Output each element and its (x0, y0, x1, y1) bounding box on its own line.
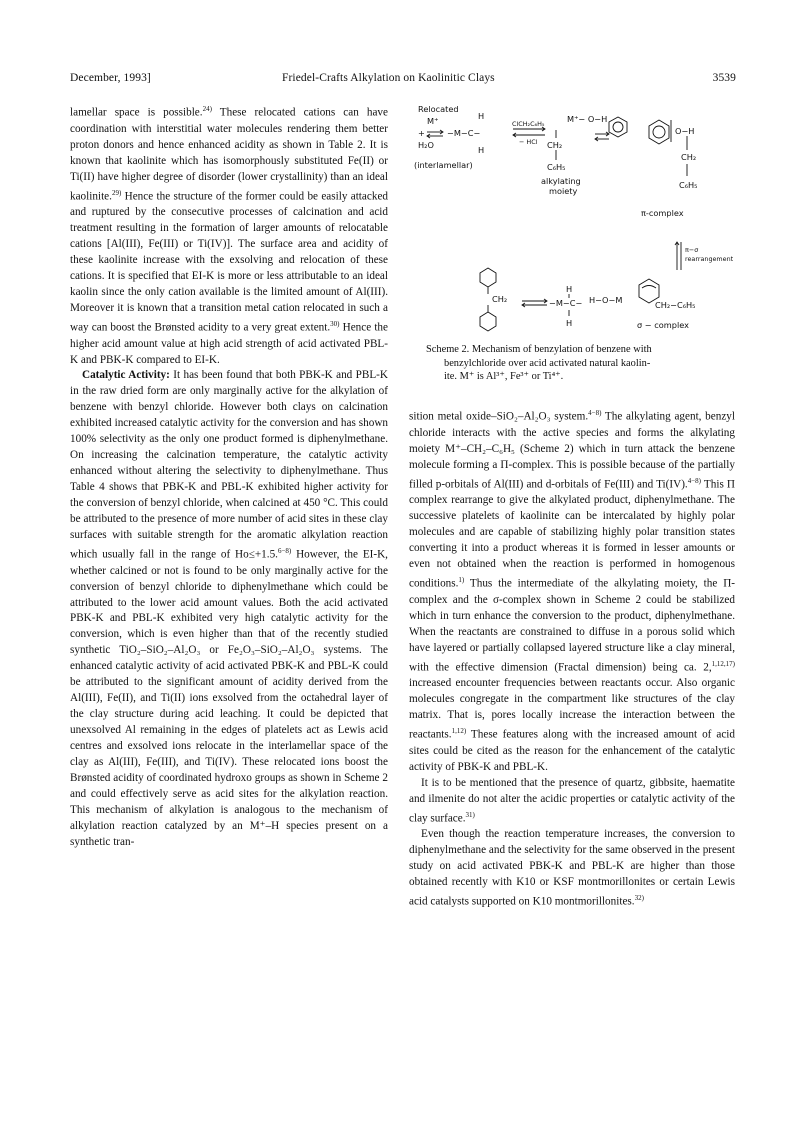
scheme-label-mh-c: −M−C− (549, 298, 583, 308)
scheme-label-h-bottom: H (478, 145, 485, 155)
caption-line-2: benzylchloride over acid activated natural kaolin- (444, 357, 651, 369)
paragraph: Catalytic Activity: It has been found that both PBK-K and PBL-K in the raw dried form are only marginally active for the alkylation of benzene with benzyl chloride. However both clays on calcination exhibited increased catalytic activity for the conversion and has shown 100% selectivity as the only one product formed is diphenylmethane. On increasing the calcination temperature, the catalytic activity enhanced without altering the selectivity to diphenylmethane. Thus Table 4 shows that PBK-K and PBL-K exhibited higher activity for the conversion of benzyl chloride, when calcined at 450 °C. This could be attributed to the presence of more number of acid sites in these clay surfaces with suitable strength for the aromatic alkylation reaction which usually fall in the range of Ho≤+1.5.$^{6-8)}$ However, the EI-K, whether calcined or not is found to be only marginally active for the conversion of benzyl chloride to diphenylmethane which could be attributed to the lower acid amount values. Both the acid activated PBK-K and PBL-K exhibited very high catalytic activity for the conversion, which is even higher than that of the recently studied synthetic TiO₂–SiO₂–Al₂O₃ or Fe₂O₃–SiO₂–Al₂O₃ systems. The enhanced catalytic activity of acid activated PBK-K and PBL-K could be attributed to the significant amount of acidity derived from the Al(III), Fe(II), and Ti(II) ions exsolved from the octahedral layer of the clay structure during acid leaching. It could be depicted that unexsolved Al remaining in the edges of platelets act as Lewis acid centres and exsolved ions relocate in the interlamellar space of the clay as Al(III), Fe(III), and Ti(IV). These relocated ions boost the Brønsted acidity of coordinated hydroxo groups as shown in Scheme 2 and could effectively serve as acid sites for the alkylation reaction. This mechanism of alkylation is analogous to the mechanism of alkylation reaction catalyzed by an M⁺–H species present on a synthetic tran- (70, 369, 388, 848)
scheme-label-m-plus: M⁺ (427, 116, 439, 126)
caption-line-3: ite. M⁺ is Al³⁺, Fe³⁺ or Ti⁴⁺. (444, 371, 564, 383)
paragraph: Even though the reaction temperature increases, the conversion to diphenylmethane and the selectivity for the same observed in the present study on acid activated PBK-K and PBL-K are higher than those obtained recently with K10 or KSF montmorillonites or certain Lewis acid catalysts supported on K10 montmorillonites.$^{32)}$ (409, 828, 735, 908)
scheme-2-figure (409, 102, 735, 337)
scheme-label-minus-hcl: − HCl (519, 138, 538, 146)
right-column (409, 406, 735, 911)
scheme-label-pi-complex: π-complex (641, 208, 684, 218)
scheme-label-ch2: CH₂ (547, 140, 563, 150)
scheme-label-plus: + (418, 128, 425, 138)
scheme-label-sigma-complex: σ − complex (637, 320, 689, 330)
scheme-label-interlamellar: (interlamellar) (414, 160, 473, 170)
scheme-label-pi-ch2: CH₂ (681, 152, 697, 162)
scheme-label-dpm-ch2: CH₂ (492, 294, 508, 304)
scheme-label-h-top: H (478, 111, 485, 121)
scheme-label-m-o: −M−C− (447, 128, 481, 138)
scheme-label-rearrangement-2: rearrangement (685, 255, 734, 263)
scheme-label-reagent: ClCH₂C₆H₅ (512, 120, 545, 128)
scheme-label-relocated: Relocated (418, 104, 459, 114)
page-number: 3539 (712, 72, 736, 84)
scheme-caption (426, 343, 726, 384)
scheme-label-h-o-m: H−O−M (589, 295, 623, 305)
header-title: Friedel-Crafts Alkylation on Kaolinitic Clays (282, 72, 495, 84)
scheme-label-pi-c6h5: C₆H₅ (679, 180, 698, 190)
header-date: December, 1993] (70, 72, 151, 84)
scheme-label-moiety: moiety (549, 186, 578, 196)
scheme-label-h-sigma-top: H (566, 284, 573, 294)
running-header (70, 72, 736, 88)
paragraph: sition metal oxide–SiO₂–Al₂O₃ system.$^{4-8)}$ The alkylating agent, benzyl chloride interacts with the active species and forms the alkylating moiety M⁺–CH₂–C₆H₅ (Scheme 2) which in turn attack the benzene molecule forming a Π-complex. This is possible because of the partially filled p-orbitals of Al(III) and d-orbitals of Fe(III) and Ti(IV).$^{4-8)}$ This Π complex rearrange to give the alkylated product, diphenylmethane. The successive platelets of kaolinite can be intercalated by highly polar molecules and are capable of stabilizing highly polar transition states converting it into a product whereas it is formed in lesser amounts or even not obtained when the reaction is performed in homogenous conditions.$^{1)}$ Thus the intermediate of the alkylating moiety, the Π-complex and the σ-complex shown in Scheme 2 could be stabilized which in turn enhance the conversion to the product, diphenylmethane. When the reactants are constrained to diffuse in a porous solid which have layered or partially collapsed layered structure like a clay mineral, with the effective dimension (Fractal dimension) being ca. 2,$^{1,12,17)}$ increased encounter frequencies between reactants occur. Also organic molecules congregate in the compartment like structures of the clay matrix. That is, pores locally increase the interaction between the reactants.$^{1,12)}$ These features along with the increased amount of acid sites could be cited as the reason for the enhancement of the catalytic activity of PBK-K and PBL-K. (409, 409, 735, 773)
scheme-label-h2o: H₂O (418, 140, 434, 150)
scheme-label-m-o-h: M⁺− O−H (567, 114, 608, 124)
paragraph: It is to be mentioned that the presence of quartz, gibbsite, haematite and ilmenite do not alter the acidic properties or catalytic activity of the clay surface.$^{31)}$ (409, 776, 735, 825)
scheme-label-rearrangement-1: π−σ (685, 246, 699, 254)
caption-label: Scheme 2. (426, 344, 470, 355)
scheme-label-alkylating: alkylating (541, 176, 581, 186)
scheme-label-c6h5: C₆H₅ (547, 162, 566, 172)
paragraph: lamellar space is possible.$^{24)}$ These relocated cations can have coordination with interstitial water molecules rendering them better proton donors and hence enhanced acidity as shown in Table 2. It is known that kaolinite which has isomorphously substituted Fe(II) or Ti(II) have higher degree of disorder (lower crystallinity) than an ideal kaolinite.$^{29)}$ Hence the structure of the former could be easily attacked and ruptured by the consecutive processes of calcination and acid treatment resulting in the formation of larger amounts of relocatable cations [Al(III), Fe(III) or Ti(IV)]. The surface area and acidity of these kaolinite increase with the exsolving and relocation of these cations. It is specified that EI-K is more or less attributable to an ideal kaolin since the only cation available is the limited amount of Al(III). Moreover it is known that a transition metal cation relocated in such a way can boost the Brønsted acidity to a very great extent.$^{30)}$ Hence the higher acid amount value at high acid strength of acid activated PBL-K and PBK-K compared to EI-K. (70, 105, 388, 366)
scheme-label-sigma-ch2-c6h5: CH₂−C₆H₅ (655, 300, 696, 310)
section-runin-heading: Catalytic Activity: (82, 369, 170, 382)
scheme-label-pi-m-o-h: O−H (675, 126, 695, 136)
scheme-label-h-sigma-bottom: H (566, 318, 573, 328)
left-column (70, 102, 388, 851)
caption-line-1: Mechanism of benzylation of benzene with (471, 344, 652, 355)
